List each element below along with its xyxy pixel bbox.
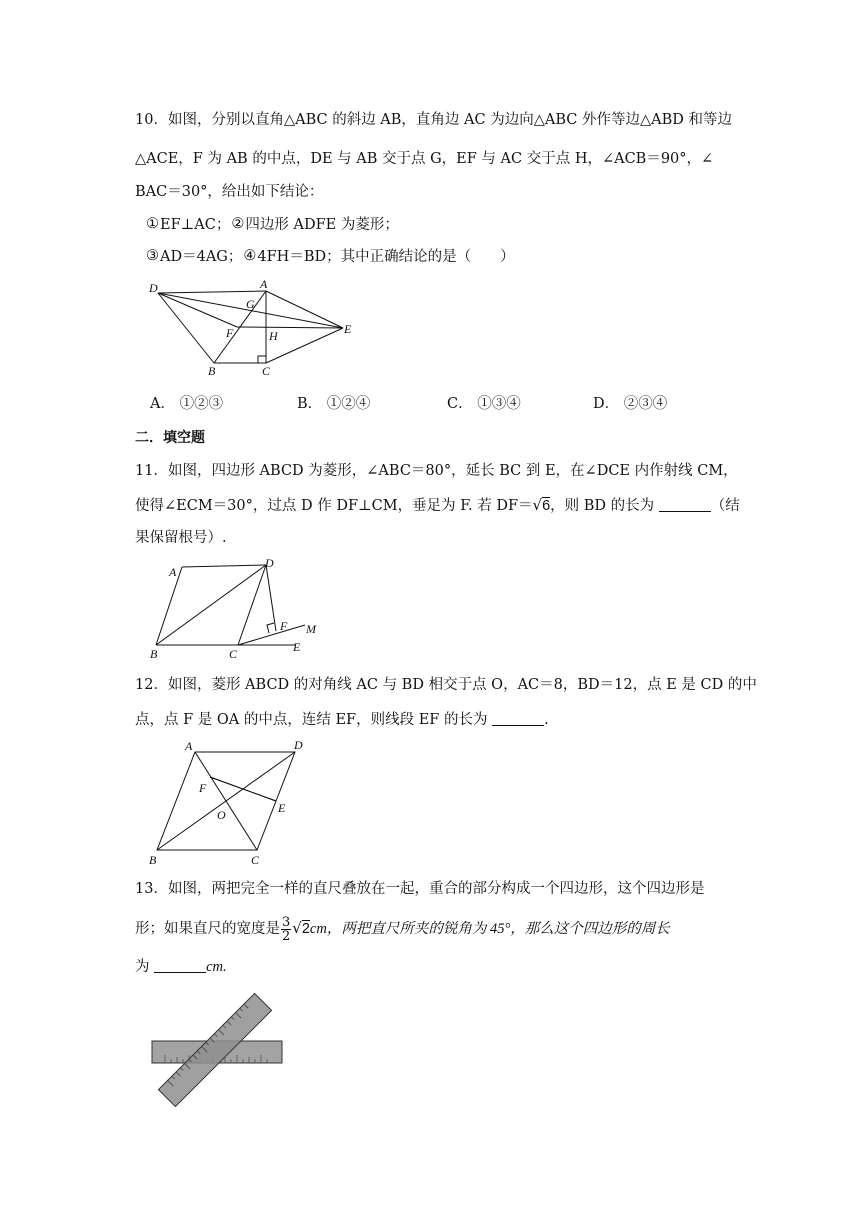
circled-3: ③ (146, 248, 159, 264)
option-d-letter: D． (593, 396, 620, 412)
seg-DA (158, 291, 266, 293)
option-b-letter: B． (297, 396, 323, 412)
q11-line1: 11．如图，四边形 ABCD 为菱形，∠ABC＝80°，延长 BC 到 E，在∠DCE 内作射线 CM， (135, 463, 738, 479)
q13-line3-b: cm. (206, 959, 227, 975)
q11-line2-b: ，则 BD 的长为 (550, 498, 655, 514)
label-H: H (269, 329, 278, 343)
label-E: E (278, 801, 286, 815)
q13-line3 (135, 957, 227, 977)
label-B: B (208, 364, 216, 378)
seg-AE (266, 291, 343, 328)
label-A: A (169, 565, 177, 579)
conclusion-4: 4FH＝BD；其中正确结论的是（ ） (257, 249, 515, 265)
section-title: 二．填空题 (135, 430, 205, 446)
seg-DC (238, 565, 266, 645)
option-a-value: ①②③ (179, 396, 224, 412)
q10-option-c[interactable] (447, 394, 521, 414)
sqrt-symbol: √ (292, 919, 302, 937)
sqrt-symbol: √ (532, 496, 543, 514)
label-A: A (185, 739, 193, 753)
fraction (281, 916, 291, 943)
label-A: A (260, 277, 268, 291)
q10-conclusions-1 (145, 215, 399, 235)
q11-line2 (135, 495, 740, 516)
seg-DF (158, 293, 237, 327)
frac-numerator: 3 (282, 914, 291, 930)
q10-option-a[interactable] (150, 394, 223, 414)
circled-1: ① (146, 216, 159, 232)
label-B: B (150, 647, 158, 661)
label-O: O (217, 808, 226, 822)
q10-figure (145, 277, 360, 379)
q13-line3-a: 为 (135, 959, 150, 975)
label-G: G (246, 297, 255, 311)
label-F: F (280, 619, 288, 633)
label-F: F (199, 781, 207, 795)
sqrt-value: 6 (542, 498, 551, 514)
q12-line2 (135, 710, 549, 730)
label-C: C (262, 364, 271, 378)
label-D: D (265, 557, 274, 570)
sqrt-value: 2 (301, 921, 310, 937)
option-b-value: ①②④ (326, 396, 371, 412)
q11-answer-blank[interactable] (659, 497, 711, 512)
q11-line2-a: 使得∠ECM＝30°，过点 D 作 DF⊥CM，垂足为 F. 若 DF＝ (135, 498, 533, 514)
label-D: D (294, 738, 303, 752)
option-c-letter: C． (447, 396, 473, 412)
label-E: E (293, 640, 301, 654)
right-angle-mark (267, 623, 274, 633)
q13-line2 (135, 914, 670, 943)
label-B: B (149, 853, 157, 867)
conclusion-1: EF⊥AC； (160, 217, 231, 233)
q11-figure (145, 557, 325, 665)
q12-line2-a: 点，点 F 是 OA 的中点，连结 EF，则线段 EF 的长为 (135, 712, 488, 728)
label-C: C (251, 853, 260, 867)
q11-line3: 果保留根号）. (135, 530, 227, 546)
q11-line2-c: （结 (710, 498, 740, 514)
conclusion-2: 四边形 ADFE 为菱形； (245, 217, 399, 233)
q12-line1: 12．如图，菱形 ABCD 的对角线 AC 与 BD 相交于点 O，AC＝8，BD＝12，点 E 是 CD 的中 (135, 677, 757, 693)
q10-line1: 10．如图，分别以直角△ABC 的斜边 AB，直角边 AC 为边向△ABC 外作等边△ABD 和等边 (135, 112, 732, 128)
option-d-value: ②③④ (623, 396, 668, 412)
frac-denominator: 2 (282, 928, 291, 944)
seg-DF (266, 565, 276, 631)
label-F: F (226, 326, 234, 340)
q10-line3: BAC＝30°，给出如下结论： (135, 184, 324, 200)
option-a-letter: A． (150, 396, 175, 412)
q10-option-d[interactable] (593, 394, 667, 414)
q13-line2-a: 形；如果直尺的宽度是 (135, 921, 280, 937)
seg-DB (158, 293, 214, 363)
label-M: M (306, 622, 316, 636)
label-D: D (149, 281, 158, 295)
circled-2: ② (231, 216, 245, 232)
right-angle-mark (258, 356, 266, 363)
conclusion-3: AD＝4AG； (160, 249, 243, 265)
q13-line1: 13．如图，两把完全一样的直尺叠放在一起，重合的部分构成一个四边形，这个四边形是 (135, 881, 705, 897)
q13-answer-blank[interactable] (154, 958, 206, 973)
label-E: E (344, 322, 352, 336)
q13-rulers-figure (145, 988, 290, 1113)
q12-line2-b: . (544, 712, 549, 728)
option-c-value: ①③④ (477, 396, 521, 412)
q13-line2-b: cm，两把直尺所夹的锐角为 45°，那么这个四边形的周长 (309, 921, 670, 937)
q10-conclusions-2 (145, 247, 515, 267)
diag-BD (157, 752, 295, 850)
q12-figure (145, 736, 315, 870)
label-C: C (229, 647, 238, 661)
q12-answer-blank[interactable] (492, 711, 544, 726)
q10-line2: △ACE，F 为 AB 的中点，DE 与 AB 交于点 G，EF 与 AC 交于点 H，∠ACB＝90°，∠ (135, 151, 714, 167)
seg-FE (237, 327, 343, 328)
seg-AD (182, 565, 266, 567)
q10-option-b[interactable] (297, 394, 370, 414)
circled-4: ④ (243, 248, 257, 264)
seg-FC-extra (210, 777, 276, 801)
